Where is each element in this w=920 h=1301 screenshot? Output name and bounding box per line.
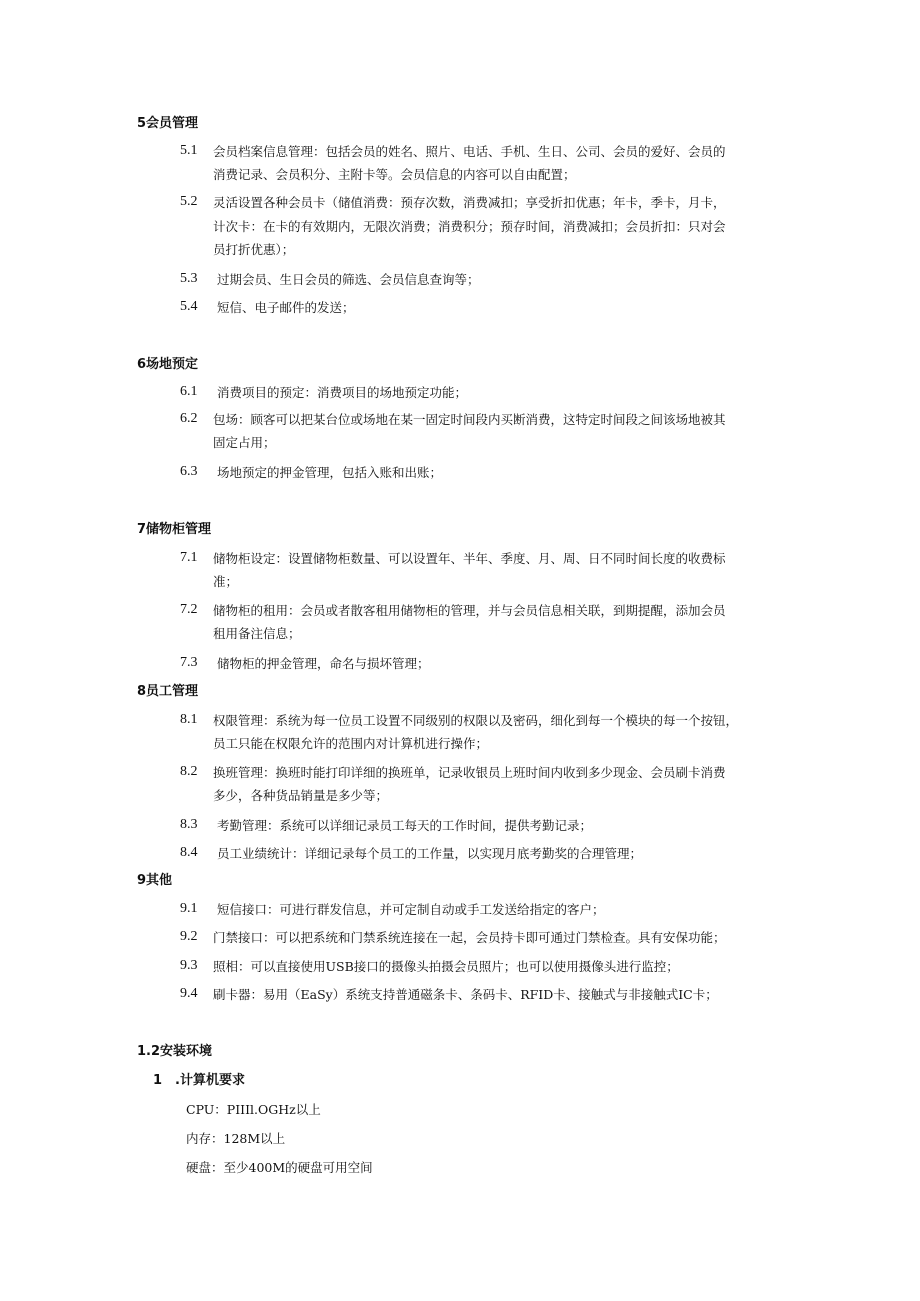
item-number: 5.4 [180,299,198,314]
item-text-line: 包场：顾客可以把某台位或场地在某一固定时间段内买断消费，这特定时间段之间该场地被其 [213,412,726,427]
item-text-line: 场地预定的押金管理，包括入账和出账； [217,465,443,480]
item-text-line: 储物柜的租用：会员或者散客租用储物柜的管理，并与会员信息相关联，到期提醒，添加会员 [213,603,726,618]
item-number: 5.2 [180,194,198,209]
item-number: 8.4 [180,845,198,860]
item-text-line: 考勤管理：系统可以详细记录员工每天的工作时间，提供考勤记录； [217,818,593,833]
item-text-line: 权限管理：系统为每一位员工设置不同级别的权限以及密码，细化到每一个模块的每一个按钮， [213,713,739,728]
subsection-title-computer-requirements: 1 .计算机要求 [153,1073,245,1088]
item-text-line: 多少，各种货品销量是多少等； [213,788,389,803]
item-number: 9.2 [180,929,198,944]
item-text-line: 计次卡：在卡的有效期内，无限次消费；消费积分；预存时间，消费减扣；会员折扣：只对会 [213,219,726,234]
item-number: 7.1 [180,550,198,565]
item-number: 8.3 [180,817,198,832]
item-text-line: 过期会员、生日会员的筛选、会员信息查询等； [217,272,480,287]
item-number: 6.3 [180,464,198,479]
item-number: 7.3 [180,655,198,670]
item-number: 6.2 [180,411,198,426]
item-text-line: 储物柜的押金管理，命名与损坏管理； [217,656,430,671]
section-title-locker-management: 7储物柜管理 [137,522,212,537]
item-text-line: 租用备注信息； [213,626,301,641]
section-title-staff-management: 8员工管理 [137,684,199,699]
section-title-install-environment: 1.2安装环境 [137,1044,213,1059]
item-text-line: 准； [213,574,239,589]
section-title-other: 9其他 [137,873,173,888]
item-text-line: 储物柜设定：设置储物柜数量、可以设置年、半年、季度、月、周、日不同时间长度的收费标 [213,551,726,566]
item-number: 5.1 [180,143,198,158]
item-number: 7.2 [180,602,198,617]
item-text-line: 员工只能在权限允许的范围内对计算机进行操作； [213,736,489,751]
spec-cpu: CPU：PIIIl.OGHz以上 [186,1102,321,1117]
item-text-line: 灵活设置各种会员卡（储值消费：预存次数，消费减扣；享受折扣优惠；年卡，季卡，月卡， [213,195,726,210]
item-text-line: 短信接口：可进行群发信息，并可定制自动或手工发送给指定的客户； [217,902,605,917]
item-text-line: 员打折优惠）； [213,242,295,257]
item-text-line: 会员档案信息管理：包括会员的姓名、照片、电话、手机、生日、公司、会员的爱好、会员的 [213,144,726,159]
item-text-line: 换班管理：换班时能打印详细的换班单，记录收银员上班时间内收到多少现金、会员刷卡消费 [213,765,726,780]
spec-memory: 内存：128M以上 [186,1131,286,1146]
item-number: 8.1 [180,712,198,727]
spec-disk: 硬盘：至少400M的硬盘可用空间 [186,1160,373,1175]
item-number: 9.4 [180,986,198,1001]
item-text-line: 固定占用； [213,435,276,450]
section-title-venue-booking: 6场地预定 [137,357,199,372]
item-text-line: 刷卡器：易用（EaSy）系统支持普通磁条卡、条码卡、RFID卡、接触式与非接触式IC卡； [213,987,718,1002]
item-text-line: 短信、电子邮件的发送； [217,300,355,315]
item-number: 6.1 [180,384,198,399]
item-number: 9.1 [180,901,198,916]
item-text-line: 消费记录、会员积分、主附卡等。会员信息的内容可以自由配置； [213,167,576,182]
item-number: 9.3 [180,958,198,973]
item-text-line: 员工业绩统计：详细记录每个员工的工作量，以实现月底考勤奖的合理管理； [217,846,643,861]
item-text-line: 消费项目的预定：消费项目的场地预定功能； [217,385,468,400]
item-number: 8.2 [180,764,198,779]
item-number: 5.3 [180,271,198,286]
item-text-line: 照相：可以直接使用USB接口的摄像头拍摄会员照片；也可以使用摄像头进行监控； [213,959,679,974]
section-title-member-management: 5会员管理 [137,116,199,131]
item-text-line: 门禁接口：可以把系统和门禁系统连接在一起，会员持卡即可通过门禁检查。具有安保功能； [213,930,726,945]
